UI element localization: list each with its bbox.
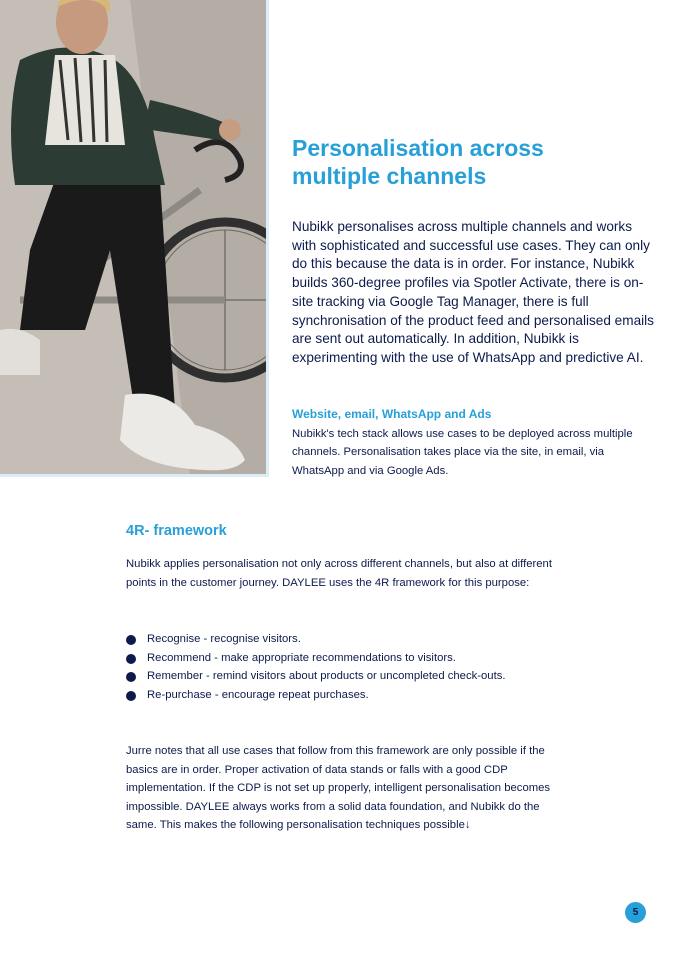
list-item-text: Remember - remind visitors about products or uncompleted check-outs.	[147, 670, 506, 683]
list-item	[126, 667, 556, 686]
list-item	[126, 686, 556, 705]
list-item-text: Recommend - make appropriate recommendations to visitors.	[147, 651, 456, 664]
list-item-text: Re-purchase - encourage repeat purchases.	[147, 688, 369, 701]
closing-text: Jurre notes that all use cases that follow from this framework are only possible if the basics are in order. Proper activation of data stands or falls with a good CDP implementation. If the CDP is not set up properly, intelligent personalisation becomes impossible. DAYLEE always works from a solid data foundation, and Nubikk do the same. This makes the following personalisation techniques possible	[126, 745, 551, 832]
framework-title: 4R- framework	[126, 523, 227, 539]
bullet-icon	[126, 691, 136, 701]
page-number-badge: 5	[625, 902, 646, 923]
man-with-bicycle-illustration	[0, 0, 266, 474]
arrow-down-icon: ↓	[464, 819, 471, 832]
bullet-icon	[126, 635, 136, 645]
channels-subheading: Website, email, WhatsApp and Ads	[292, 407, 492, 421]
intro-paragraph: Nubikk personalises across multiple channels and works with sophisticated and successful use cases. They can only do this because the data is in order. For instance, Nubikk builds 360-degree profiles via Spotler Activate, there is on-site tracking via Google Tag Manager, there is full synchronisation of the product feed and personalised emails are sent out automatically. In addition, Nubikk is experimenting with the use of WhatsApp and predictive AI.	[292, 219, 654, 365]
hero-photo	[0, 0, 269, 477]
list-item-text: Recognise - recognise visitors.	[147, 633, 301, 645]
bullet-icon	[126, 654, 136, 664]
framework-list	[126, 630, 556, 704]
list-item	[126, 649, 556, 668]
framework-intro: Nubikk applies personalisation not only across different channels, but also at different points in the customer journey. DAYLEE uses the 4R framework for this purpose:	[126, 558, 552, 589]
channels-paragraph: Nubikk's tech stack allows use cases to be deployed across multiple channels. Personalisation takes place via the site, in email, via WhatsApp and via Google Ads.	[292, 428, 633, 477]
list-item	[126, 630, 556, 649]
closing-paragraph	[126, 742, 556, 835]
page-title: Personalisation across multiple channels	[292, 135, 544, 189]
bullet-icon	[126, 672, 136, 682]
